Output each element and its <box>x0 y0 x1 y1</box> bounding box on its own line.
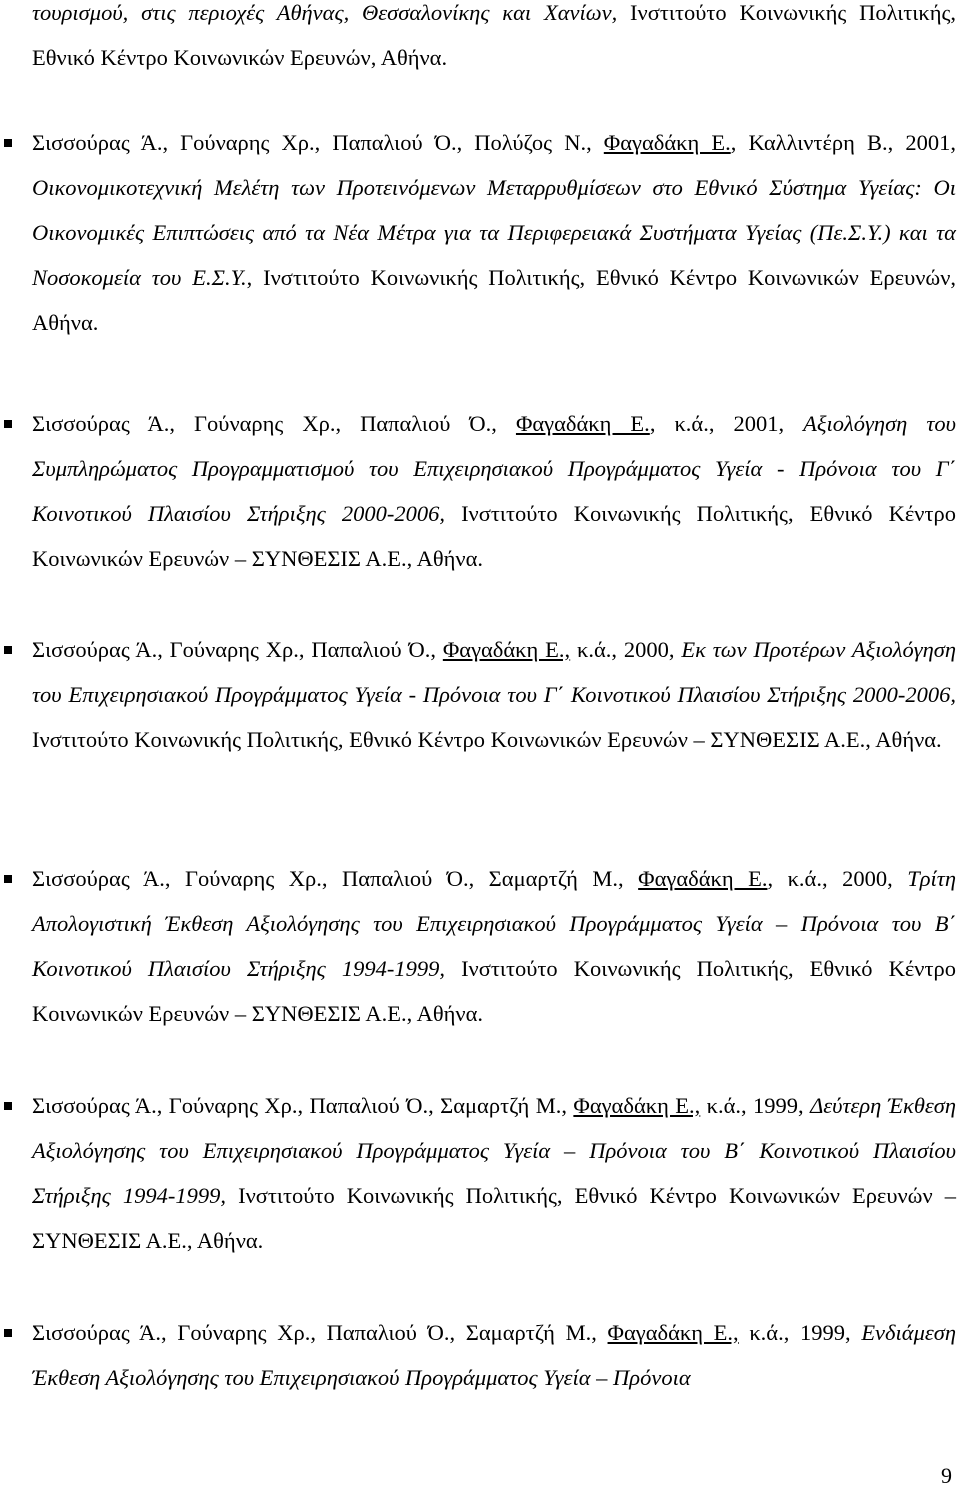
reference-authors-year: , Καλλιντέρη Β., 2001, <box>730 130 956 155</box>
reference-author-underlined: Φαγαδάκη Ε., <box>442 637 571 662</box>
reference-author-underlined: Φαγαδάκη Ε., <box>607 1320 739 1345</box>
reference-authors-year: , κ.ά., 2001, <box>649 411 804 436</box>
reference-entry <box>0 627 960 762</box>
reference-publisher: Ινστιτούτο Κοινωνικής Πολιτικής, Εθνικό Κέντρο Κοινωνικών Ερευνών – ΣΥΝΘΕΣΙΣ Α.Ε., Αθήνα. <box>32 1183 956 1253</box>
reference-title: Οικονομικοτεχνική Μελέτη των Προτεινόμενων Μεταρρυθμίσεων στο Εθνικό Σύστημα Υγείας: Οι Οικονομικές Επιπτώσεις από τα Νέα Μέτρα για τα Περιφερειακά Συστήματα Υγείας (Πε.Σ.Υ.) και τα Νοσοκομεία του Ε.Σ.Υ. <box>32 175 956 290</box>
square-bullet-icon <box>4 1102 12 1110</box>
reference-authors: Σισσούρας Ά., Γούναρης Χρ., Παπαλιού Ό., Πολύζος Ν., <box>32 130 604 155</box>
reference-entry <box>0 856 960 1036</box>
reference-authors: Σισσούρας Ά., Γούναρης Χρ., Παπαλιού Ό., Σαμαρτζή Μ., <box>32 866 639 891</box>
square-bullet-icon <box>4 139 12 147</box>
reference-publisher: Ινστιτούτο Κοινωνικής Πολιτικής, Εθνικό Κέντρο Κοινωνικών Ερευνών – ΣΥΝΘΕΣΙΣ Α.Ε., Αθήνα. <box>32 501 957 571</box>
reference-publisher: , Ινστιτούτο Κοινωνικής Πολιτικής, Εθνικό Κέντρο Κοινωνικών Ερευνών, Αθήνα. <box>32 265 956 335</box>
reference-entry <box>0 401 960 581</box>
reference-author-underlined: Φαγαδάκη Ε. <box>638 866 768 891</box>
square-bullet-icon <box>4 420 12 428</box>
reference-author-underlined: Φαγαδάκη Ε., <box>573 1093 701 1118</box>
reference-author-underlined: Φαγαδάκη Ε. <box>515 411 650 436</box>
continuation-publisher: Ινστιτούτο Κοινωνικής Πολιτικής, Εθνικό Κέντρο Κοινωνικών Ερευνών, Αθήνα. <box>32 0 956 70</box>
reference-text <box>32 120 956 345</box>
reference-title: Αξιολόγηση του Συμπληρώματος Προγραμματισμού του Επιχειρησιακού Προγράμματος Υγεία - Πρόνοια του Γ΄ Κοινοτικού Πλαισίου Στήριξης 2000-2006, <box>32 411 956 526</box>
reference-continuation <box>32 0 956 80</box>
reference-authors: Σισσούρας Ά., Γούναρης Χρ., Παπαλιού Ό., Σαμαρτζή Μ., <box>32 1093 574 1118</box>
reference-text <box>32 627 956 762</box>
reference-authors: Σισσούρας Ά., Γούναρης Χρ., Παπαλιού Ό., <box>32 411 516 436</box>
reference-title: Δεύτερη Έκθεση Αξιολόγησης του Επιχειρησιακού Προγράμματος Υγεία – Πρόνοια του Β΄ Κοινοτικού Πλαισίου Στήριξης 1994-1999, <box>32 1093 956 1208</box>
reference-text <box>32 401 956 581</box>
reference-author-underlined: Φαγαδάκη Ε. <box>603 130 731 155</box>
reference-authors-year: κ.ά., 2000, <box>570 637 682 662</box>
reference-publisher: Ινστιτούτο Κοινωνικής Πολιτικής, Εθνικό Κέντρο Κοινωνικών Ερευνών – ΣΥΝΘΕΣΙΣ Α.Ε., Αθήνα. <box>32 956 957 1026</box>
reference-text <box>32 1310 956 1400</box>
reference-authors: Σισσούρας Ά., Γούναρης Χρ., Παπαλιού Ό., <box>32 637 443 662</box>
reference-entry <box>0 120 960 345</box>
square-bullet-icon <box>4 875 12 883</box>
reference-publisher: Ινστιτούτο Κοινωνικής Πολιτικής, Εθνικό Κέντρο Κοινωνικών Ερευνών – ΣΥΝΘΕΣΙΣ Α.Ε., Αθήνα. <box>32 727 942 752</box>
continuation-title: τουρισμού, στις περιοχές Αθήνας, Θεσσαλονίκης και Χανίων, <box>32 0 618 25</box>
reference-authors-year: κ.ά., 1999, <box>700 1093 811 1118</box>
reference-title: Εκ των Προτέρων Αξιολόγηση του Επιχειρησιακού Προγράμματος Υγεία - Πρόνοια του Γ΄ Κοινοτικού Πλαισίου Στήριξης 2000-2006, <box>32 637 956 707</box>
reference-text <box>32 856 956 1036</box>
reference-authors-year: κ.ά., 1999, <box>738 1320 862 1345</box>
reference-entry <box>0 1310 960 1400</box>
square-bullet-icon <box>4 646 12 654</box>
reference-authors: Σισσούρας Ά., Γούναρης Χρ., Παπαλιού Ό., Σαμαρτζή Μ., <box>32 1320 608 1345</box>
reference-title: Ενδιάμεση Έκθεση Αξιολόγησης του Επιχειρησιακού Προγράμματος Υγεία – Πρόνοια <box>32 1320 956 1390</box>
reference-entry <box>0 1083 960 1263</box>
reference-authors-year: , κ.ά., 2000, <box>767 866 908 891</box>
reference-title: Τρίτη Απολογιστική Έκθεση Αξιολόγησης του Επιχειρησιακού Προγράμματος Υγεία – Πρόνοια του Β΄ Κοινοτικού Πλαισίου Στήριξης 1994-1999, <box>32 866 956 981</box>
page-number: 9 <box>941 1463 952 1488</box>
square-bullet-icon <box>4 1329 12 1337</box>
reference-text <box>32 1083 956 1263</box>
